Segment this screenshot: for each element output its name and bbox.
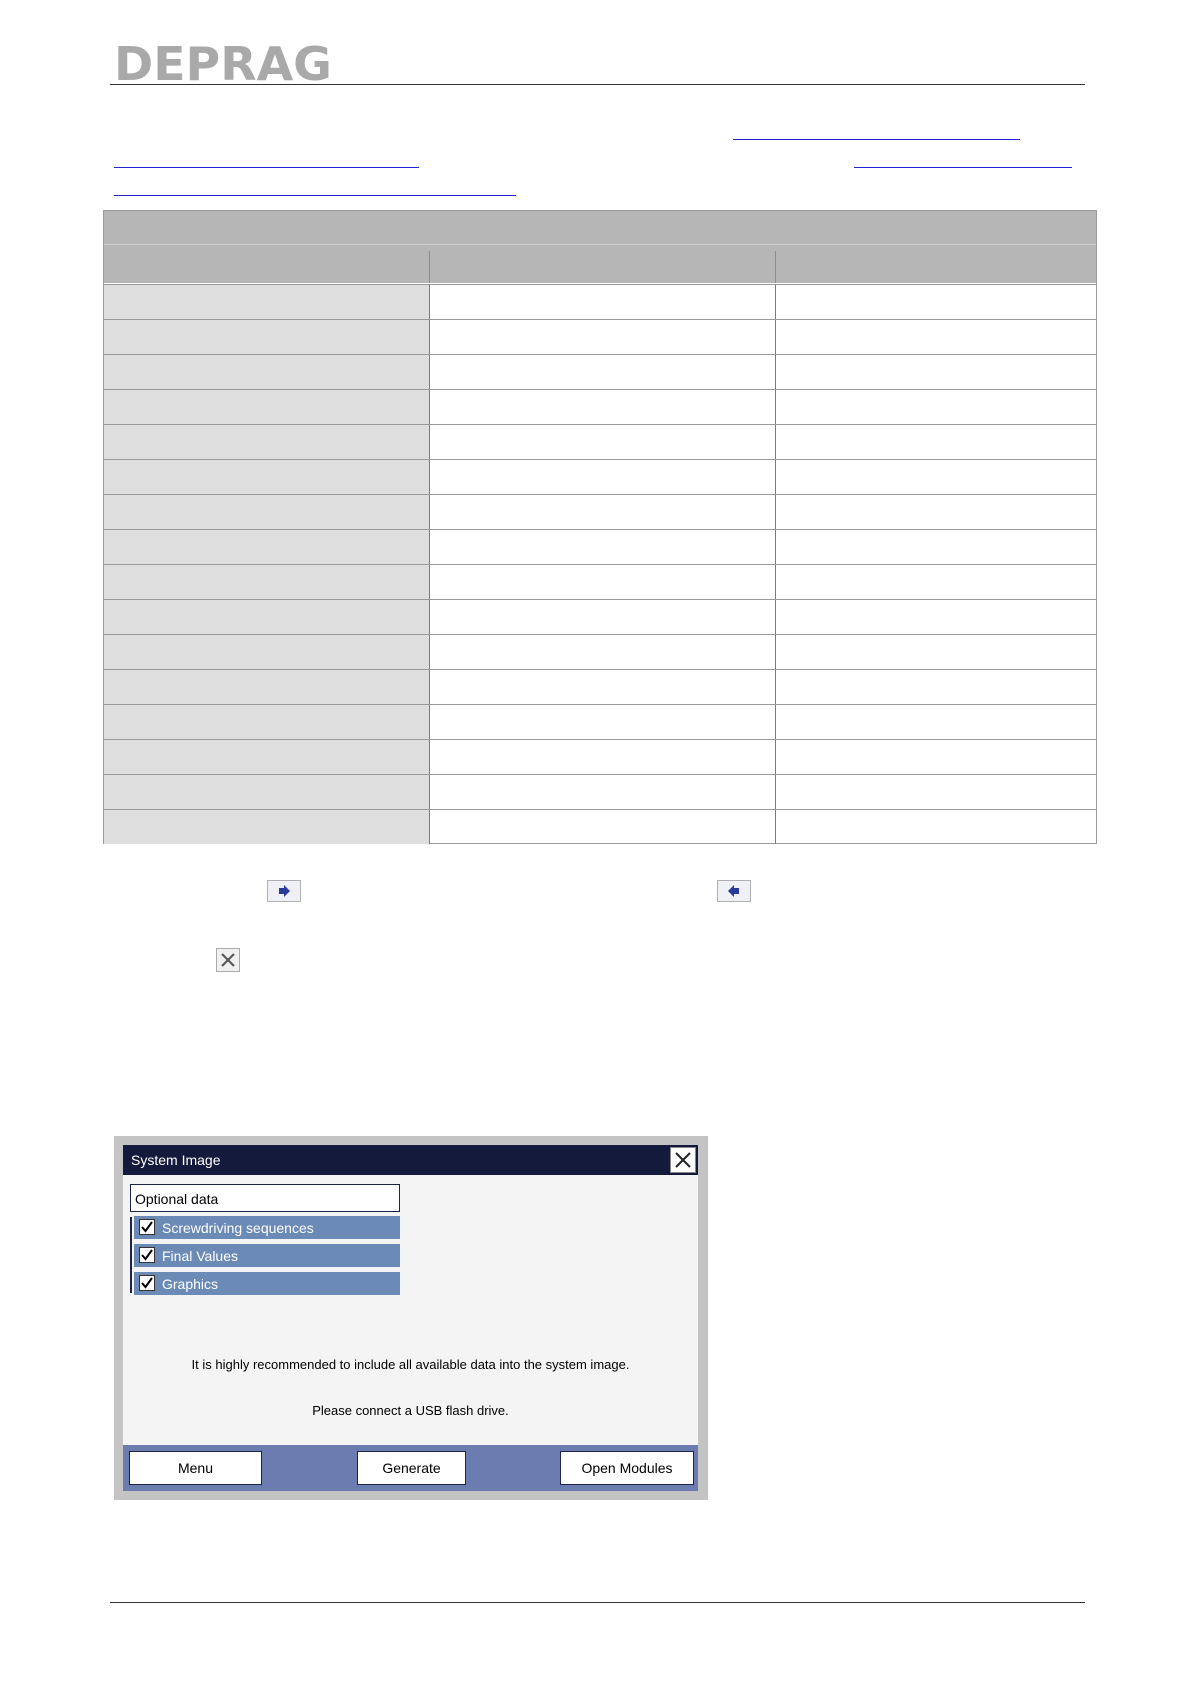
checkmark-icon bbox=[140, 1220, 154, 1234]
hyperlink-1-cont[interactable] bbox=[114, 167, 419, 168]
close-button-small[interactable] bbox=[216, 948, 240, 972]
menu-button[interactable]: Menu bbox=[129, 1451, 262, 1485]
close-icon bbox=[671, 1148, 695, 1172]
system-image-screenshot bbox=[114, 1136, 708, 1500]
recommendation-message: It is highly recommended to include all available data into the system image. bbox=[191, 1357, 630, 1372]
option-label: Final Values bbox=[162, 1248, 239, 1264]
table-row bbox=[104, 354, 1096, 389]
table-row bbox=[104, 774, 1096, 809]
generate-button[interactable]: Generate bbox=[357, 1451, 466, 1485]
header-rule bbox=[110, 84, 1085, 85]
option-label: Screwdriving sequences bbox=[162, 1220, 314, 1236]
option-final-values[interactable] bbox=[134, 1244, 400, 1267]
usb-message: Please connect a USB flash drive. bbox=[312, 1403, 509, 1418]
table-row bbox=[104, 389, 1096, 424]
checkbox[interactable] bbox=[139, 1275, 155, 1291]
table-row bbox=[104, 599, 1096, 634]
option-graphics[interactable] bbox=[134, 1272, 400, 1295]
table-row bbox=[104, 669, 1096, 704]
checkmark-icon bbox=[140, 1248, 154, 1262]
checkbox[interactable] bbox=[139, 1219, 155, 1235]
deprag-logo bbox=[114, 42, 334, 84]
close-icon bbox=[217, 949, 239, 971]
hyperlink-2-cont[interactable] bbox=[114, 195, 516, 196]
back-button[interactable] bbox=[717, 880, 751, 902]
table-title-row bbox=[104, 211, 1096, 245]
options-bracket bbox=[130, 1217, 132, 1293]
dialog-close-button[interactable] bbox=[670, 1147, 696, 1173]
table-row bbox=[104, 739, 1096, 774]
table-row bbox=[104, 494, 1096, 529]
hyperlink-1[interactable] bbox=[733, 139, 1020, 140]
option-label: Graphics bbox=[162, 1276, 219, 1292]
table-header-row bbox=[104, 245, 1096, 283]
dialog-title: System Image bbox=[131, 1152, 221, 1168]
table-row bbox=[104, 564, 1096, 599]
footer-rule bbox=[110, 1602, 1085, 1603]
option-screwdriving-sequences[interactable] bbox=[134, 1216, 400, 1239]
dialog-footer bbox=[123, 1445, 698, 1491]
system-image-dialog bbox=[123, 1145, 698, 1491]
table-row bbox=[104, 319, 1096, 354]
table-row bbox=[104, 704, 1096, 739]
optional-data-header bbox=[130, 1184, 400, 1212]
table-row bbox=[104, 529, 1096, 564]
arrow-right-icon bbox=[277, 885, 291, 897]
table-row bbox=[104, 284, 1096, 319]
table-row bbox=[104, 809, 1096, 844]
table-row bbox=[104, 634, 1096, 669]
hyperlink-2[interactable] bbox=[854, 167, 1072, 168]
open-modules-button[interactable]: Open Modules bbox=[560, 1451, 694, 1485]
checkbox[interactable] bbox=[139, 1247, 155, 1263]
dialog-title-bar bbox=[123, 1145, 698, 1175]
table-row bbox=[104, 424, 1096, 459]
checkmark-icon bbox=[140, 1276, 154, 1290]
arrow-left-icon bbox=[727, 885, 741, 897]
table-row bbox=[104, 459, 1096, 494]
logo-text: DEPRAG bbox=[114, 42, 332, 84]
parameter-table bbox=[103, 210, 1097, 844]
forward-button[interactable] bbox=[267, 880, 301, 902]
optional-data-label: Optional data bbox=[135, 1191, 219, 1207]
